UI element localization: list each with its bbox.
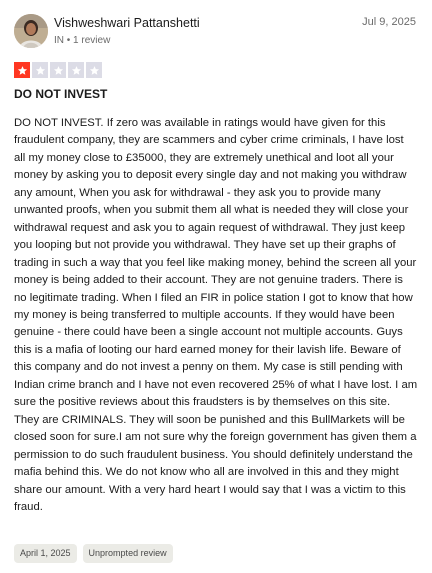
review-body: DO NOT INVEST. If zero was available in ratings would have given for this fraudulent company, they are scammers and cyber crime criminals, I have lost all my money close to £35000, they are extremely unethical and loot all your money by asking you to deposit every single day and not making you withdraw any amount, When you ask for withdrawal - they ask you to provide many unwanted proofs, when you submit them all what is needed they will close your withdrawal request and ask you to again request of withdrawal. They just keep you looping but not provide you withdrawal. They have set up their graphs of trading in such a way that you feel like making money, behind the screen all your money is being added to their account. They are not genuine traders. There is no legitimate trading. When I filed an FIR in police station I got to know that how my money is being transferred to multiple accounts. If they would have been genuine - there could have been a single account not multiple accounts. Guys this is a mafia of looting our hard earned money for their lavish life. Beware of this company and do not invest a penny on them. My case is still pending with Indian crime branch and I have not even recovered 25% of what I have lost. I am sure the positive reviews about this fraudsters is by themselves on this site. They are CRIMINALS. They will soon be punished and this BullMarkets will be closed soon for sure.I am not sure why the foreign government has given them a permission to do such fraudulent business. You should definitely understand the mafia behind this. We do not know who all are involved in this and they might share our amount. With a very hard heart I would say that I was a victim to this fraud.: [14, 117, 418, 513]
review-title[interactable]: DO NOT INVEST: [14, 87, 108, 101]
review-header: [14, 14, 416, 52]
experience-date-tag: April 1, 2025: [14, 544, 77, 563]
reviewer-meta: IN • 1 review: [54, 35, 111, 46]
reviewer-name[interactable]: Vishweshwari Pattanshetti: [54, 16, 200, 30]
avatar-image: [14, 14, 48, 48]
star-icon: [32, 62, 48, 78]
avatar[interactable]: [14, 14, 48, 48]
star-icon: [50, 62, 66, 78]
unprompted-review-tag: Unprompted review: [83, 544, 173, 563]
star-icon: [14, 62, 30, 78]
star-icon: [86, 62, 102, 78]
star-icon: [68, 62, 84, 78]
review-tags: [14, 544, 173, 563]
review-date: Jul 9, 2025: [362, 16, 416, 28]
star-rating: [14, 62, 102, 78]
